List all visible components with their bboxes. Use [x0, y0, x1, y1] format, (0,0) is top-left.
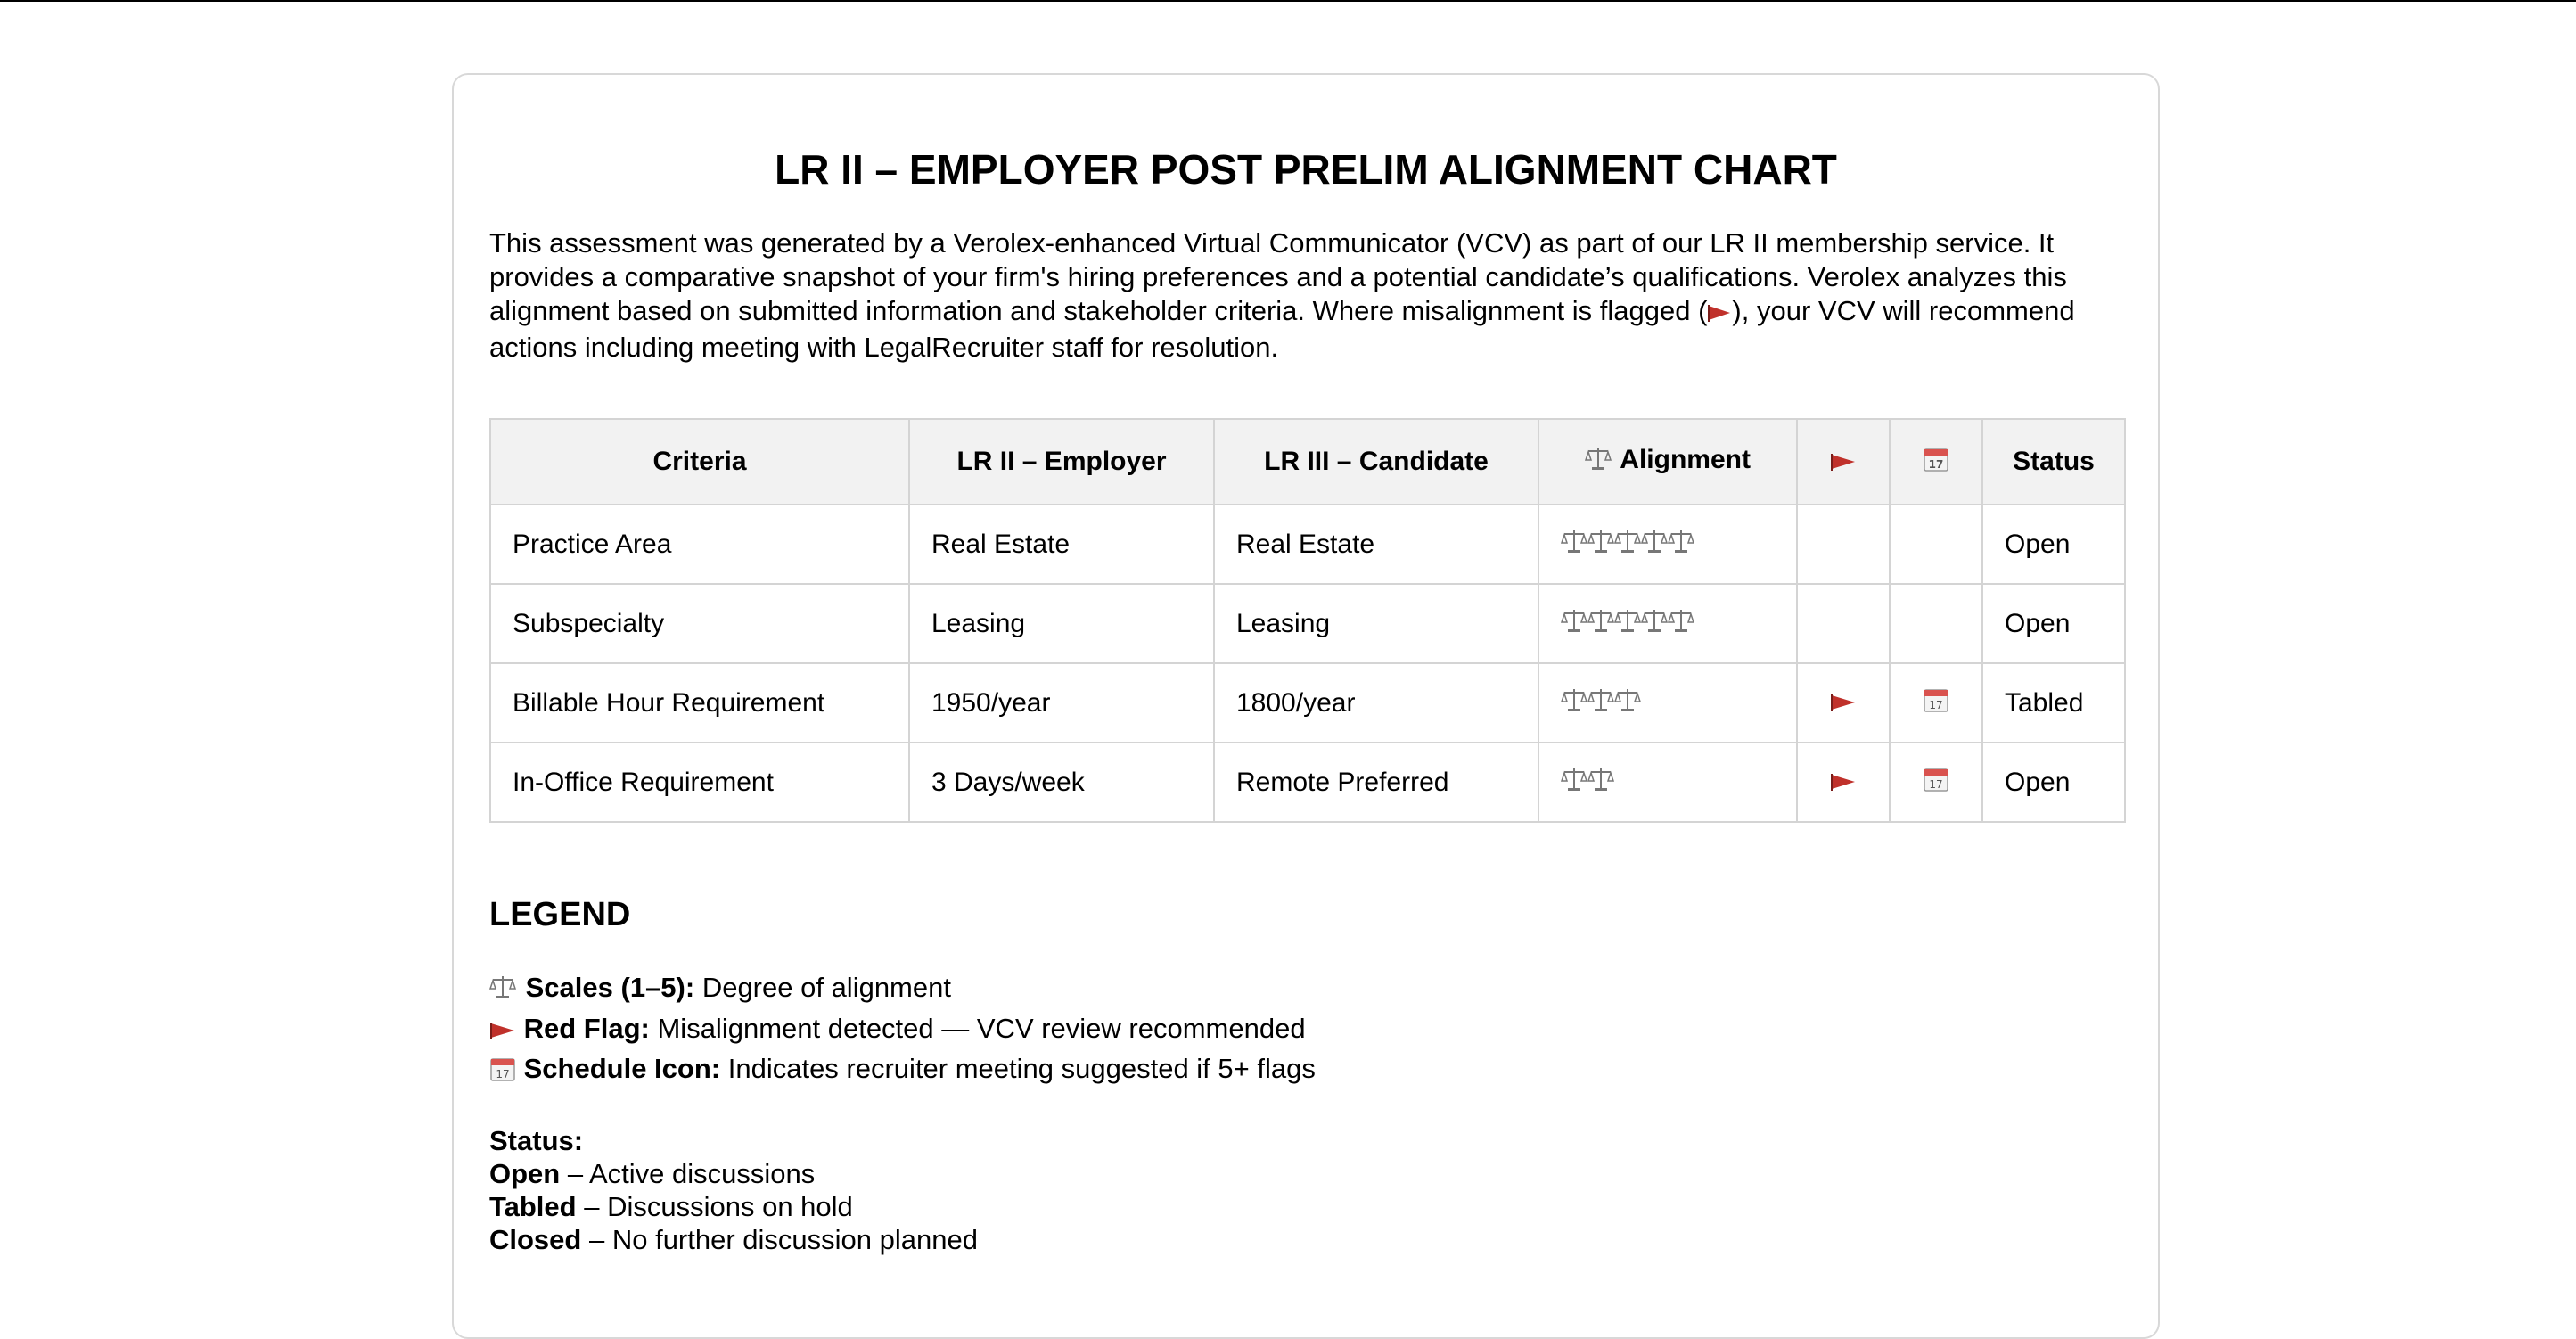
candidate-cell: Remote Preferred [1214, 743, 1538, 822]
red-flag-icon [1830, 768, 1857, 799]
balance-scale-icon [1587, 607, 1614, 641]
header-schedule [1890, 419, 1982, 505]
alignment-cell [1538, 505, 1797, 584]
legend-scales-label: Scales (1–5): [525, 972, 695, 1003]
status-cell: Open [1982, 505, 2125, 584]
candidate-cell: Leasing [1214, 584, 1538, 663]
criteria-cell: Practice Area [490, 505, 909, 584]
balance-scale-icon [1561, 528, 1587, 562]
alignment-table [489, 418, 2126, 823]
intro-text-after: ), your VCV will recommend actions including meeting with LegalRecruiter staff for resolution. [489, 295, 2075, 363]
status-cell: Open [1982, 743, 2125, 822]
calendar-icon [1923, 446, 1949, 480]
balance-scale-icon [1641, 528, 1668, 562]
header-alignment-label: Alignment [1620, 445, 1751, 474]
flag-cell [1797, 743, 1890, 822]
balance-scale-icon [1641, 607, 1668, 641]
legend-flag-label: Red Flag: [523, 1013, 650, 1044]
svg-text:17: 17 [496, 1068, 510, 1080]
balance-scale-icon [1561, 766, 1587, 800]
employer-cell: 3 Days/week [909, 743, 1214, 822]
legend-schedule-desc: Indicates recruiter meeting suggested if 5+ flags [727, 1053, 1316, 1084]
employer-cell: Leasing [909, 584, 1214, 663]
intro-paragraph [489, 226, 2122, 365]
status-item-tabled [489, 1190, 2122, 1223]
employer-cell: Real Estate [909, 505, 1214, 584]
alignment-cell [1538, 743, 1797, 822]
status-label: Closed [489, 1224, 582, 1255]
balance-scale-icon [1561, 607, 1587, 641]
status-legend [489, 1124, 2122, 1256]
svg-text:17: 17 [1929, 778, 1943, 791]
candidate-cell: 1800/year [1214, 663, 1538, 743]
top-border-line [0, 0, 2576, 2]
calendar-icon[interactable] [1923, 766, 1949, 800]
flag-cell [1797, 505, 1890, 584]
legend-scales-desc: Degree of alignment [701, 972, 951, 1003]
status-desc: – No further discussion planned [588, 1224, 978, 1255]
header-candidate: LR III – Candidate [1214, 419, 1538, 505]
status-desc: – Discussions on hold [584, 1191, 853, 1222]
status-item-closed [489, 1223, 2122, 1256]
legend-item-scales [489, 969, 2122, 1010]
red-flag-icon [1830, 689, 1857, 719]
calendar-icon[interactable] [1923, 686, 1949, 720]
intro-text-before: This assessment was generated by a Verolex-enhanced Virtual Communicator (VCV) as part of our LR II membership service. It provides a comparative snapshot of your firm's hiring preferences and a potential candidate’s qualifications. Verolex analyzes this alignment based on submitted information and stakeholder criteria. Where misalignment is flagged ( [489, 227, 2067, 326]
page-title: LR II – EMPLOYER POST PRELIM ALIGNMENT CHART [775, 146, 1837, 193]
alignment-chart-card [452, 73, 2160, 1339]
schedule-cell [1890, 663, 1982, 743]
balance-scale-icon [1585, 445, 1612, 479]
header-flag [1797, 419, 1890, 505]
status-cell: Open [1982, 584, 2125, 663]
balance-scale-icon [1668, 528, 1694, 562]
header-alignment [1538, 419, 1797, 505]
legend-schedule-label: Schedule Icon: [523, 1053, 721, 1084]
flag-cell [1797, 663, 1890, 743]
legend-title: LEGEND [489, 896, 631, 933]
header-employer: LR II – Employer [909, 419, 1214, 505]
criteria-cell: In-Office Requirement [490, 743, 909, 822]
red-flag-icon [1830, 448, 1857, 479]
status-label: Tabled [489, 1191, 577, 1222]
table-body [490, 505, 2125, 822]
balance-scale-icon [489, 973, 516, 1010]
table-row [490, 663, 2125, 743]
legend-list [489, 969, 2122, 1092]
balance-scale-icon [1587, 766, 1614, 800]
balance-scale-icon [1668, 607, 1694, 641]
balance-scale-icon [1561, 686, 1587, 720]
alignment-cell [1538, 663, 1797, 743]
status-item-open [489, 1157, 2122, 1190]
schedule-cell [1890, 505, 1982, 584]
table-row [490, 505, 2125, 584]
status-heading: Status: [489, 1125, 584, 1156]
red-flag-icon [1707, 297, 1732, 331]
svg-text:17: 17 [1929, 699, 1943, 711]
calendar-icon [489, 1055, 516, 1092]
table-header-row [490, 419, 2125, 505]
criteria-cell: Subspecialty [490, 584, 909, 663]
candidate-cell: Real Estate [1214, 505, 1538, 584]
header-status: Status [1982, 419, 2125, 505]
balance-scale-icon [1614, 607, 1641, 641]
svg-text:17: 17 [1928, 457, 1944, 471]
balance-scale-icon [1614, 528, 1641, 562]
alignment-cell [1538, 584, 1797, 663]
balance-scale-icon [1587, 528, 1614, 562]
legend-flag-desc: Misalignment detected — VCV review recommended [657, 1013, 1306, 1044]
employer-cell: 1950/year [909, 663, 1214, 743]
criteria-cell: Billable Hour Requirement [490, 663, 909, 743]
status-label: Open [489, 1158, 561, 1189]
table-row [490, 743, 2125, 822]
status-desc: – Active discussions [567, 1158, 816, 1189]
header-criteria: Criteria [490, 419, 909, 505]
schedule-cell [1890, 584, 1982, 663]
status-cell: Tabled [1982, 663, 2125, 743]
balance-scale-icon [1614, 686, 1641, 720]
legend-item-schedule [489, 1050, 2122, 1092]
table-row [490, 584, 2125, 663]
balance-scale-icon [1587, 686, 1614, 720]
flag-cell [1797, 584, 1890, 663]
legend-item-flag [489, 1010, 2122, 1050]
schedule-cell [1890, 743, 1982, 822]
red-flag-icon [489, 1013, 516, 1050]
